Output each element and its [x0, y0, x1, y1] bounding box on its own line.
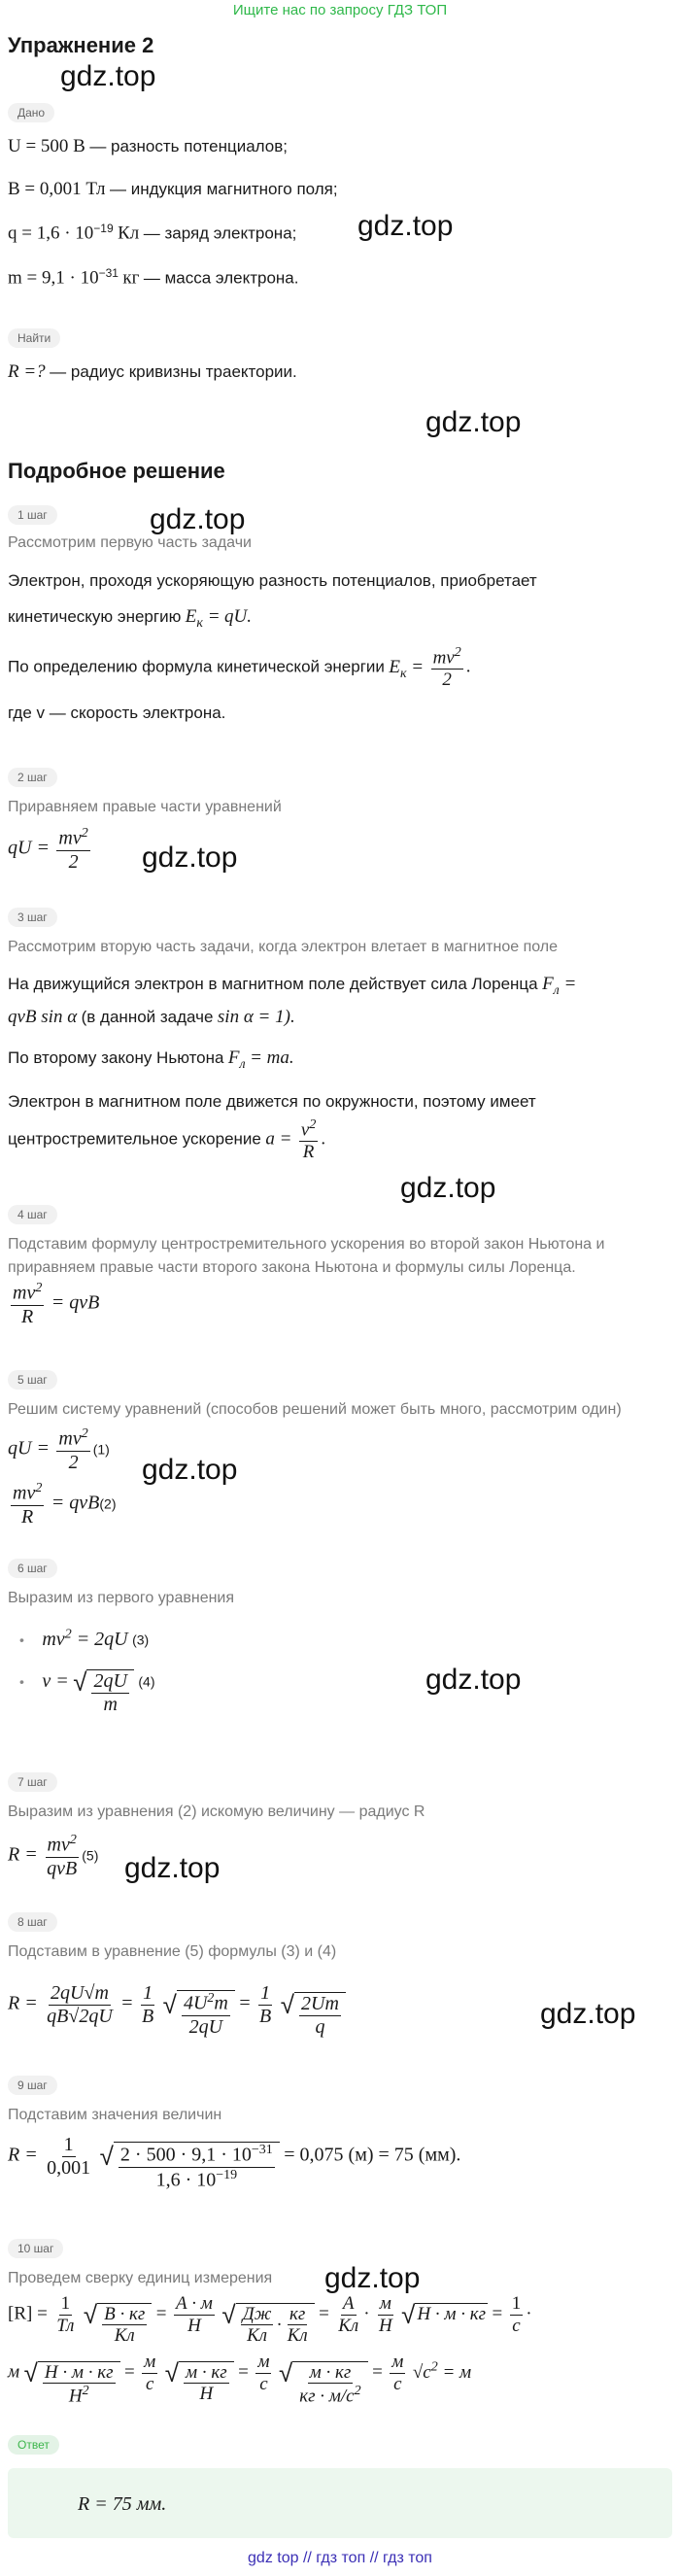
formula: R = $\frac{2qU√m}{qB√2qU}$ = $\frac{1}{B}$ √ $\frac{4U^2m}{2qU}$ = $\frac{1}{B}$ √ $\frac{2Um}{q}$: [8, 1982, 346, 2039]
step-text: qvB sin α (в данной задаче sin α = 1).: [8, 1007, 295, 1027]
formula: • v = √ $\frac{2qU}{m}$ (4): [19, 1667, 155, 1715]
step-label: 5 шаг: [8, 1370, 57, 1390]
step-text: Электрон, проходя ускоряющую разность потенциалов, приобретает: [8, 571, 537, 590]
answer-text: R = 75 мм.: [78, 2493, 167, 2515]
step-text: По определению формула кинетической энергии $E_к$ = $\frac{mv^2}{2}$ .: [8, 645, 471, 691]
watermark: gdz.top: [324, 2262, 421, 2294]
find-row: R =? — радиус кривизны траектории.: [8, 361, 297, 382]
answer-label: Ответ: [8, 2435, 59, 2455]
step-caption: Выразим из уравнения (2) искомую величину — радиус R: [8, 1803, 425, 1820]
step-caption: Приравняем правые части уравнений: [8, 799, 282, 815]
watermark: gdz.top: [142, 841, 238, 874]
footer-links[interactable]: gdz top // гдз топ // гдз топ: [248, 2550, 432, 2566]
step-label: 4 шаг: [8, 1205, 57, 1224]
step-text: центростремительное ускорение a = $\frac{v^2}{R}$ .: [8, 1117, 326, 1163]
given-b: B = 0,001 Тл — индукция магнитного поля;: [8, 179, 338, 199]
top-banner[interactable]: Ищите нас по запросу ГДЗ ТОП: [232, 2, 448, 18]
formula: qU = $\frac{mv^2}{2}$: [8, 826, 88, 873]
watermark: gdz.top: [150, 503, 246, 535]
given-u: U = 500 В — разность потенциалов;: [8, 136, 288, 156]
step-caption: Подставим в уравнение (5) формулы (3) и (4): [8, 1943, 337, 1960]
formula: • $mv^2 = 2qU$ (3): [19, 1627, 150, 1650]
step-label: 8 шаг: [8, 1912, 57, 1932]
formula: qU = $\frac{mv^2}{2}$ (1): [8, 1426, 110, 1473]
watermark: gdz.top: [124, 1852, 221, 1884]
step-caption: Выразим из первого уравнения: [8, 1590, 235, 1606]
watermark: gdz.top: [425, 406, 522, 438]
page-title: Упражнение 2: [8, 33, 154, 57]
step-text: Электрон в магнитном поле движется по окружности, поэтому имеет: [8, 1092, 536, 1111]
step-text: На движущийся электрон в магнитном поле действует сила Лоренца $F_л$ =: [8, 974, 577, 998]
given-m: $m = 9,1 \cdot 10^{-31}$ кг — масса электрона.: [8, 266, 299, 289]
formula: $\frac{mv^2}{R}$ = qvB: [13, 1281, 100, 1327]
step-text: где v — скорость электрона.: [8, 704, 226, 722]
step-text: По второму закону Ньютона $F_л$ = ma.: [8, 1048, 294, 1072]
step-label: 1 шаг: [8, 505, 57, 525]
solution-title: Подробное решение: [8, 459, 225, 483]
formula: R = $\frac{mv^2}{\text{qvB}}$ (5): [8, 1833, 99, 1879]
step-caption: приравняем правые части второго закона Ньютона и формулы силы Лоренца.: [8, 1259, 576, 1276]
formula: $\frac{mv^2}{R}$ = qvB(2): [13, 1481, 117, 1528]
step-label: 3 шаг: [8, 908, 57, 927]
step-label: 9 шаг: [8, 2076, 57, 2095]
step-label: 6 шаг: [8, 1559, 57, 1578]
step-label: 2 шаг: [8, 768, 57, 787]
step-caption: Подставим значения величин: [8, 2107, 222, 2123]
step-caption: Рассмотрим вторую часть задачи, когда электрон влетает в магнитное поле: [8, 939, 559, 955]
watermark: gdz.top: [540, 1998, 636, 2030]
formula: R = $\frac{1}{0,001}$ √ $\frac{2 \cdot 500 \cdot 9,1 \cdot 10^{-31}}{1,6 \cdot 10^{-19}}$ = 0,075 (м) = 75 (мм).: [8, 2134, 461, 2191]
step-caption: Проведем сверку единиц измерения: [8, 2270, 273, 2286]
step-label: 7 шаг: [8, 1772, 57, 1792]
watermark: gdz.top: [142, 1454, 238, 1486]
step-caption: Подставим формулу центростремительного ускорения во второй закон Ньютона и: [8, 1236, 605, 1253]
step-caption: Решим систему уравнений (способов решений может быть много, рассмотрим один): [8, 1401, 622, 1418]
watermark: gdz.top: [425, 1664, 522, 1696]
watermark: gdz.top: [60, 60, 156, 92]
formula: [R] = $\frac{1}{Тл}$ √ $\frac{В \cdot кг}{Кл}$ = $\frac{А \cdot м}{Н}$ √ $\frac{Дж}{Кл}$ · $\frac{кг}{Кл}$ = $\frac{А}{Кл}$ · $\frac{м}{Н}$ √ Н · м · кг = $\frac{1}{с}$ ·: [8, 2293, 532, 2347]
formula: м √ $\frac{Н \cdot м \cdot кг}{Н^2}$ = $\frac{м}{с}$ √ $\frac{м \cdot кг}{Н}$ = $\frac{м}{с}$ √ $\frac{м \cdot кг}{кг \cdot м/с^2}$ = $\frac{м}{с}$ $√с^2 = м$: [8, 2352, 472, 2407]
step-label: 10 шаг: [8, 2239, 63, 2258]
find-label: Найти: [8, 328, 60, 348]
watermark: gdz.top: [357, 210, 454, 242]
answer-box: [8, 2468, 672, 2538]
given-q: $q = 1,6 \cdot 10^{-19}$ Кл — заряд электрона;: [8, 222, 297, 244]
step-text: кинетическую энергию $E_к$ = qU.: [8, 606, 252, 631]
given-label: Дано: [8, 103, 54, 122]
watermark: gdz.top: [400, 1172, 496, 1204]
step-caption: Рассмотрим первую часть задачи: [8, 534, 252, 551]
